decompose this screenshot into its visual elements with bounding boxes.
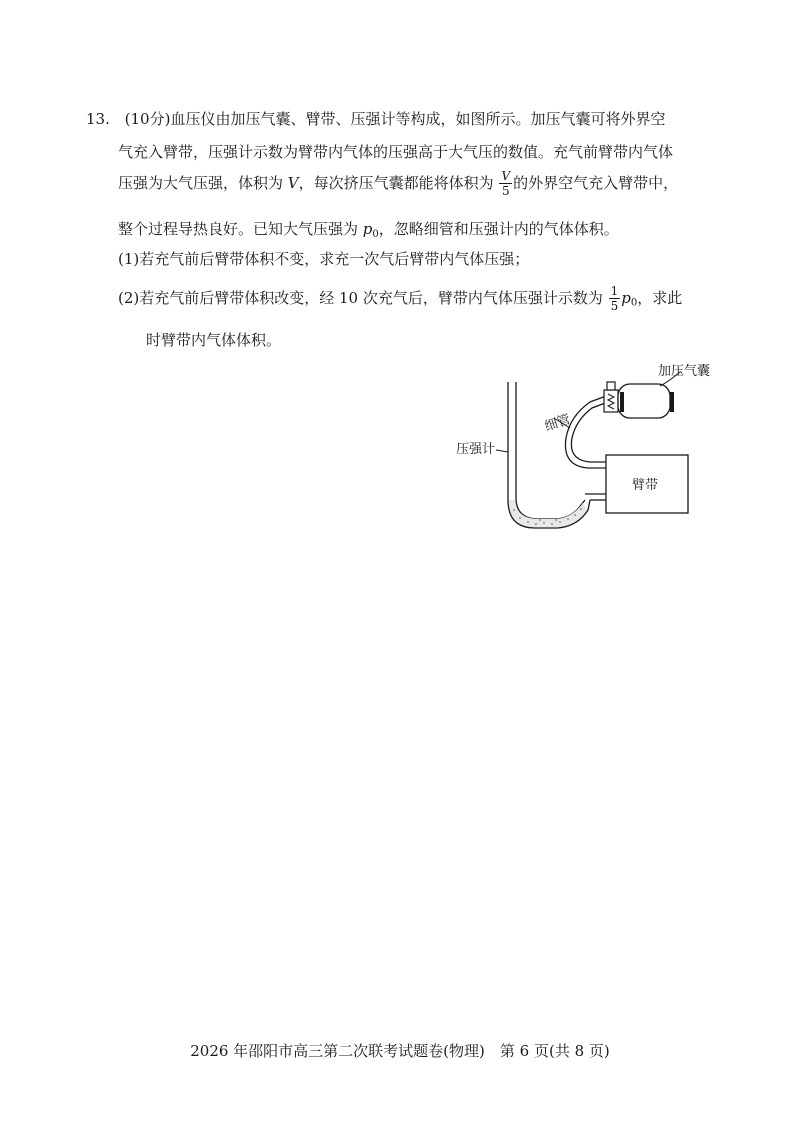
fraction-v-over-5 <box>499 170 512 197</box>
question-line-1 <box>86 112 665 127</box>
part-1 <box>118 252 529 267</box>
part-1-text: (1)若充气前后臂带体积不变，求充一次气后臂带内气体压强； <box>118 250 530 268</box>
leader-gauge <box>496 450 508 452</box>
bulb-valve-right <box>670 392 674 412</box>
page-footer: 2026 年邵阳市高三第二次联考试题卷(物理) 第 6 页(共 8 页) <box>190 1042 610 1060</box>
question-text-3a: 压强为大气压强，体积为 <box>118 174 284 192</box>
fraction-denominator: 5 <box>501 184 510 198</box>
question-text-4a: 整个过程导热良好。已知大气压强为 <box>118 220 359 238</box>
pressure-variable: p <box>362 220 373 238</box>
question-text-2: 气充入臂带，压强计示数为臂带内气体的压强高于大气压的数值。充气前臂带内气体 <box>118 143 674 161</box>
fraction-numerator: 1 <box>610 284 619 298</box>
question-text-3c: 的外界空气充入臂带中， <box>513 174 679 192</box>
pressure-subscript: 0 <box>630 297 638 309</box>
apparatus-diagram <box>440 360 740 560</box>
question-number: 13. <box>86 110 110 128</box>
question-text-1: 血压仪由加压气囊、臂带、压强计等构成，如图所示。加压气囊可将外界空 <box>170 110 666 128</box>
thin-tube-inner <box>565 396 606 468</box>
fraction-numerator: V <box>501 169 511 183</box>
thin-tube-outer <box>571 402 608 462</box>
fraction-1-over-5 <box>609 285 621 312</box>
question-line-4 <box>118 222 619 240</box>
volume-variable: V <box>287 174 299 192</box>
question-text-3b: ，每次挤压气囊都能将体积为 <box>298 174 494 192</box>
valve-knob <box>607 382 615 390</box>
manometer-tube-outer <box>508 382 590 528</box>
label-thin-tube: 细管 <box>542 412 573 435</box>
question-line-3 <box>118 170 678 197</box>
question-text-4b: ，忽略细管和压强计内的气体体积。 <box>378 220 619 238</box>
label-cuff: 臂带 <box>632 478 659 493</box>
question-line-2 <box>118 145 673 160</box>
part-2-text-c: 时臂带内气体体积。 <box>146 331 282 349</box>
fraction-denominator: 5 <box>610 299 619 313</box>
pressure-subscript: 0 <box>372 229 379 240</box>
part-2-line-1 <box>118 285 682 312</box>
pressure-variable: p <box>621 289 631 307</box>
label-pressure-gauge: 压强计 <box>456 442 496 457</box>
blood-pressure-figure <box>440 360 740 560</box>
part-2-line-2 <box>146 333 281 348</box>
label-inflation-bulb: 加压气囊 <box>658 364 711 379</box>
manometer-tube-inner <box>516 382 585 519</box>
bulb-valve-left <box>620 392 624 412</box>
part-2-text-b: ，求此 <box>637 289 683 307</box>
part-2-text-a: (2)若充气前后臂带体积改变，经 10 次充气后，臂带内气体压强计示数为 <box>118 289 603 307</box>
question-score: (10分) <box>124 110 171 128</box>
inflation-bulb <box>618 384 670 418</box>
